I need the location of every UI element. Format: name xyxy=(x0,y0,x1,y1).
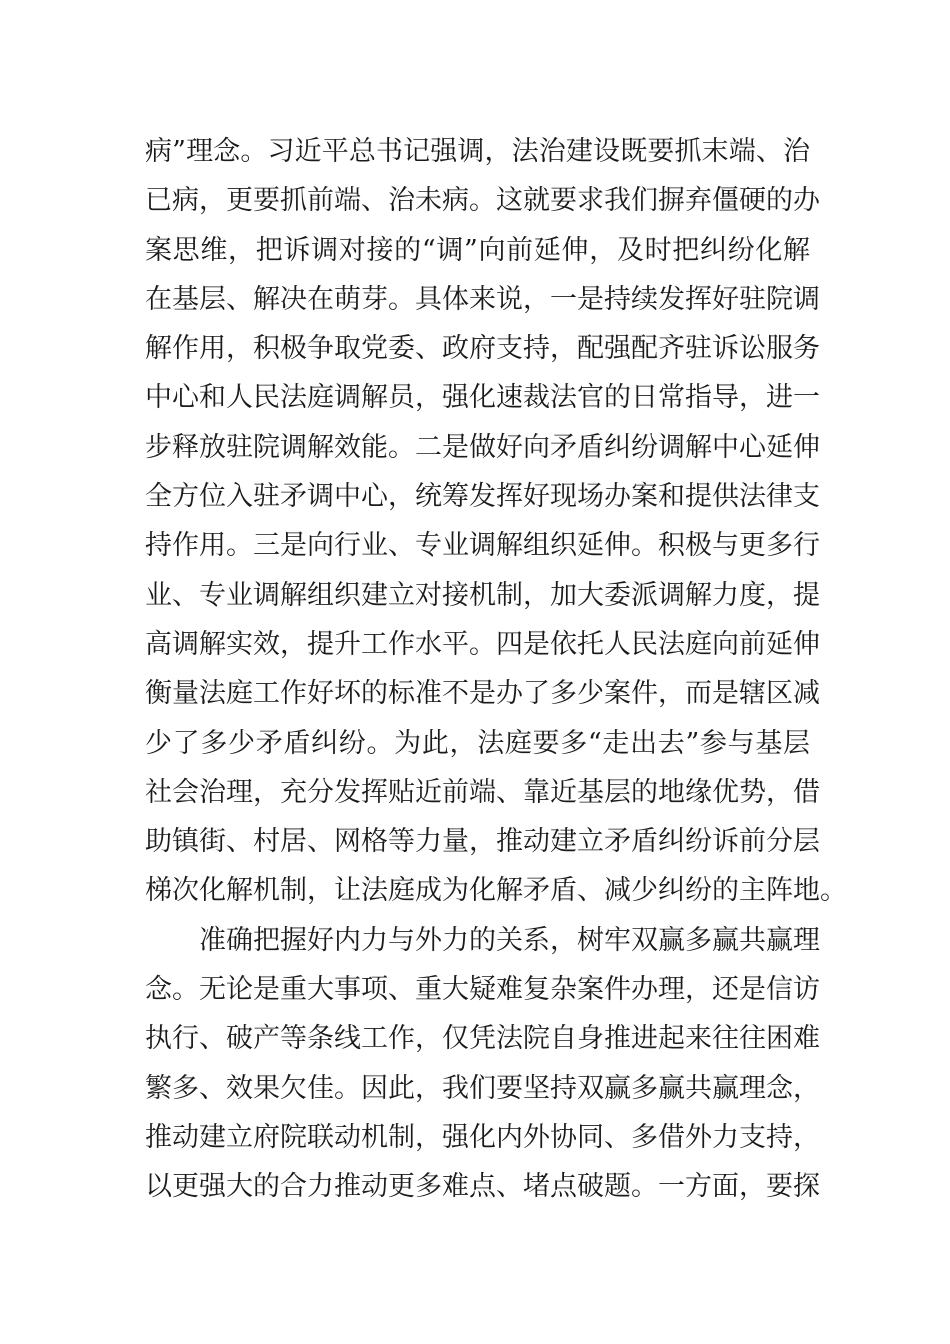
text-line: 高调解实效，提升工作水平。四是依托人民法庭向前延伸 xyxy=(145,628,820,660)
text-line: 已病，更要抓前端、治未病。这就要求我们摒弃僵硬的办 xyxy=(145,185,820,217)
text-line: 以更强大的合力推动更多难点、堵点破题。一方面，要探 xyxy=(145,1171,820,1203)
text-line: 中心和人民法庭调解员，强化速裁法官的日常指导，进一 xyxy=(145,382,820,414)
text-line: 病”理念。习近平总书记强调，法治建设既要抓末端、治 xyxy=(145,136,810,167)
text-line: 少了多少矛盾纠纷。为此，法庭要多“走出去”参与基层 xyxy=(145,727,810,759)
text-line: 全方位入驻矛调中心，统筹发挥好现场办案和提供法律支 xyxy=(145,481,820,513)
text-line: 步释放驻院调解效能。二是做好向矛盾纠纷调解中心延伸 xyxy=(145,431,820,463)
body-text xyxy=(145,127,847,1212)
text-line: 念。无论是重大事项、重大疑难复杂案件办理，还是信访 xyxy=(145,974,820,1006)
text-line: 执行、破产等条线工作，仅凭法院自身推进起来往往困难 xyxy=(145,1023,820,1055)
text-line: 助镇街、村居、网格等力量，推动建立矛盾纠纷诉前分层 xyxy=(145,826,820,858)
text-line: 社会治理，充分发挥贴近前端、靠近基层的地缘优势，借 xyxy=(145,776,820,808)
text-line: 案思维，把诉调对接的“调”向前延伸，及时把纠纷化解 xyxy=(145,234,810,266)
text-line: 繁多、效果欠佳。因此，我们要坚持双赢多赢共赢理念， xyxy=(145,1072,820,1104)
text-line: 业、专业调解组织建立对接机制，加大委派调解力度，提 xyxy=(145,579,820,611)
text-line: 推动建立府院联动机制，强化内外协同、多借外力支持， xyxy=(145,1121,820,1153)
text-line: 衡量法庭工作好坏的标准不是办了多少案件，而是辖区减 xyxy=(145,678,820,710)
text-line: 解作用，积极争取党委、政府支持，配强配齐驻诉讼服务 xyxy=(145,333,820,365)
text-line: 在基层、解决在萌芽。具体来说，一是持续发挥好驻院调 xyxy=(145,283,820,315)
text-line: 持作用。三是向行业、专业调解组织延伸。积极与更多行 xyxy=(145,530,820,562)
text-line: 梯次化解机制，让法庭成为化解矛盾、减少纠纷的主阵地。 xyxy=(145,875,847,907)
paragraph-first-line: 准确把握好内力与外力的关系，树牢双赢多赢共赢理 xyxy=(199,924,820,956)
